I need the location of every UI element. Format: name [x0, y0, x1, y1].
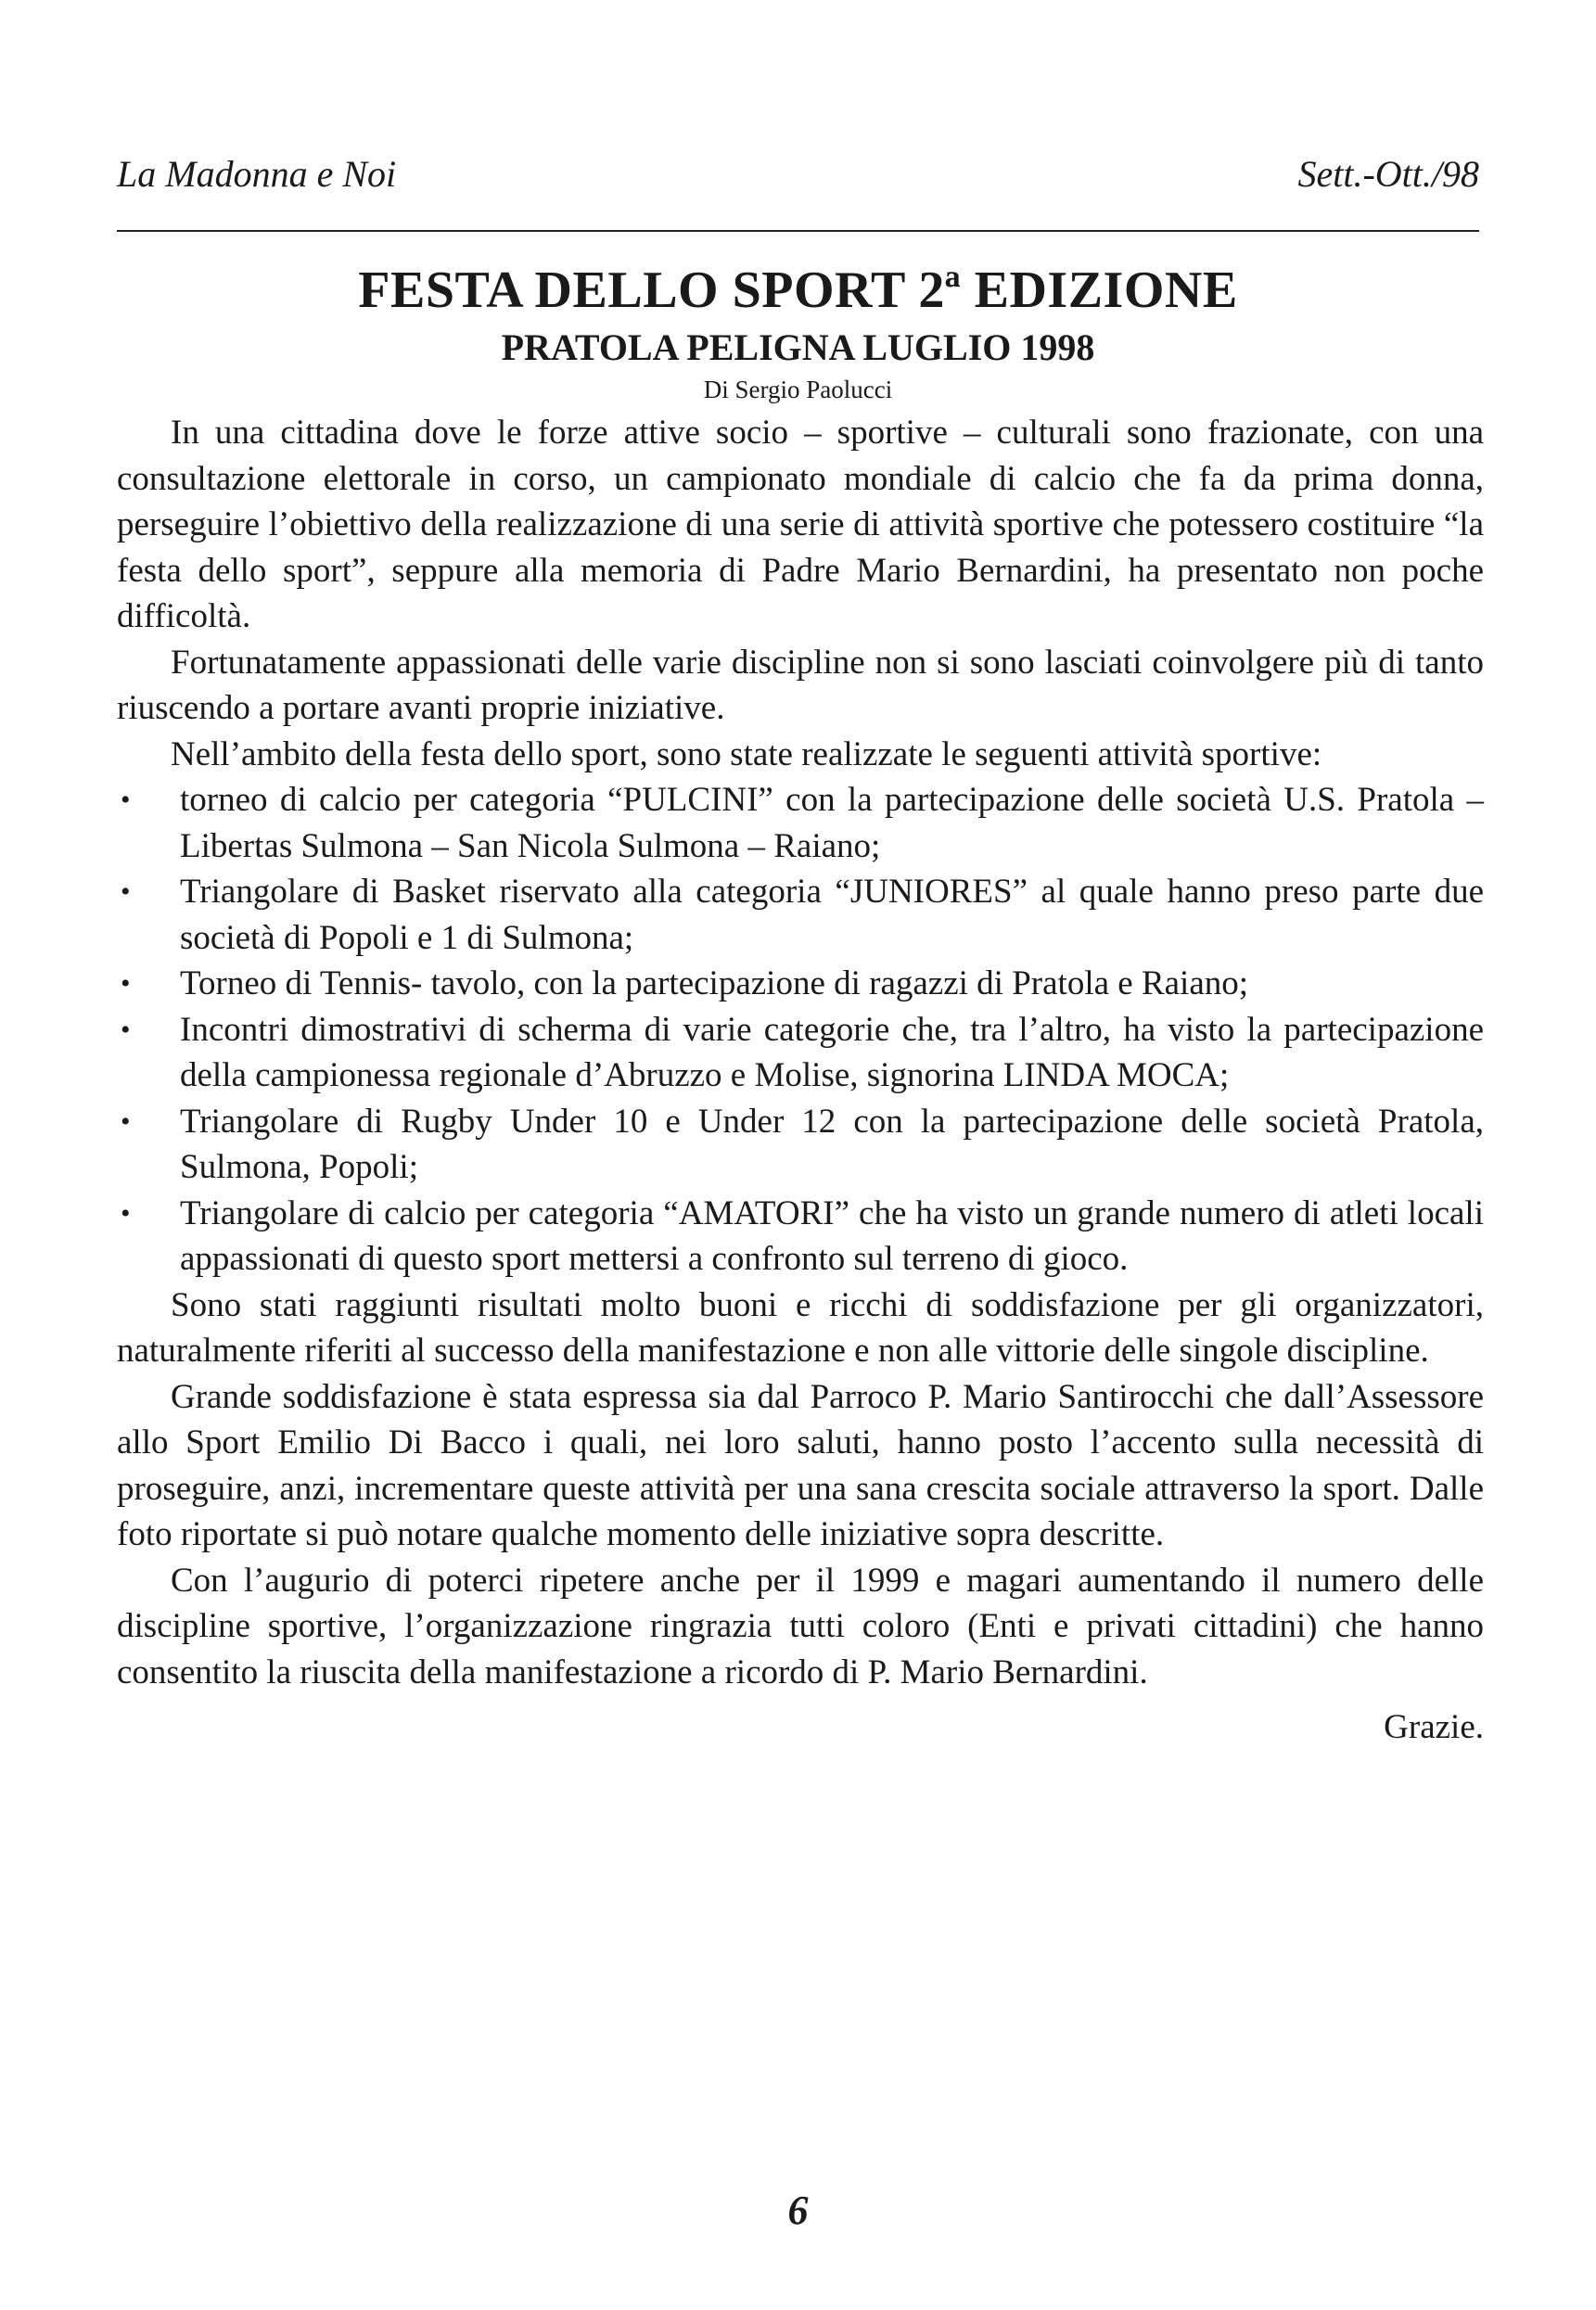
- header-divider: [117, 230, 1479, 232]
- article-body: [117, 410, 1484, 1751]
- paragraph: In una cittadina dove le forze attive socio – sportive – culturali sono frazionate, con una consultazione elettorale in corso, un campionato mondiale di calcio che fa da prima donna, perseguire l’obiettivo della realizzazione di una serie di attività sportive che potessero costituire “la festa dello sport”, seppure alla memoria di Padre Mario Bernardini, ha presentato non poche difficoltà.: [117, 414, 1484, 635]
- list-item: [117, 961, 1484, 1007]
- list-item: [117, 1007, 1484, 1099]
- article-subtitle: PRATOLA PELIGNA LUGLIO 1998: [501, 326, 1095, 368]
- paragraph: Sono stati raggiunti risultati molto buoni e ricchi di soddisfazione per gli organizzatori, naturalmente riferiti al successo della manifestazione e non alle vittorie delle singole discipline.: [117, 1285, 1484, 1370]
- closing-signoff: Grazie.: [1384, 1708, 1484, 1746]
- bullet-icon: •: [121, 968, 131, 999]
- activities-list: [117, 777, 1484, 1283]
- list-item-text: Triangolare di calcio per categoria “AMATORI” che ha visto un grande numero di atleti locali appassionati di questo sport mettersi a confronto sul terreno di gioco.: [180, 1193, 1484, 1278]
- paragraph: Fortunatamente appassionati delle varie discipline non si sono lasciati coinvolgere più di tanto riuscendo a portare avanti proprie iniziative.: [117, 643, 1484, 727]
- bullet-icon: •: [121, 876, 131, 907]
- list-item: [117, 869, 1484, 961]
- paragraph: Grande soddisfazione è stata espressa sia dal Parroco P. Mario Santirocchi che dall’Assessore allo Sport Emilio Di Bacco i quali, nei loro saluti, hanno posto l’accento sulla necessità di proseguire, anzi, incrementare queste attività per una sana crescita sociale attraverso la sport. Dalle foto riportate si può notare qualche momento delle iniziative sopra descritte.: [117, 1377, 1484, 1553]
- paragraph: Con l’augurio di poterci ripetere anche per il 1999 e magari aumentando il numero delle discipline sportive, l’organizzazione ringrazia tutti coloro (Enti e privati cittadini) che hanno consentito la riuscita della manifestazione a ricordo di P. Mario Bernardini.: [117, 1561, 1484, 1691]
- bullet-icon: •: [121, 1197, 131, 1229]
- list-item-text: Triangolare di Basket riservato alla categoria “JUNIORES” al quale hanno preso parte due società di Popoli e 1 di Sulmona;: [180, 873, 1484, 957]
- bullet-icon: •: [121, 785, 131, 815]
- list-item: [117, 777, 1484, 869]
- running-header: [117, 147, 1479, 202]
- list-item-text: torneo di calcio per categoria “PULCINI” con la partecipazione delle società U.S. Pratola – Libertas Sulmona – San Nicola Sulmona – Raiano;: [180, 781, 1484, 865]
- list-item-text: Incontri dimostrativi di scherma di varie categorie che, tra l’altro, ha visto la partecipazione della campionessa regionale d’Abruzzo e Molise, signorina LINDA MOCA;: [180, 1010, 1484, 1094]
- list-item: [117, 1099, 1484, 1191]
- bullet-icon: •: [121, 1105, 131, 1137]
- bullet-icon: •: [121, 1014, 131, 1045]
- list-item-text: Triangolare di Rugby Under 10 e Under 12 con la partecipazione delle società Pratola, Sulmona, Popoli;: [180, 1102, 1484, 1186]
- list-item-text: Torneo di Tennis- tavolo, con la partecipazione di ragazzi di Pratola e Raiano;: [180, 964, 1249, 1002]
- paragraph: Nell’ambito della festa dello sport, sono state realizzate le seguenti attività sportive:: [171, 734, 1322, 773]
- issue-date: Sett.-Ott./98: [1297, 153, 1479, 195]
- page-number: 6: [787, 2188, 809, 2233]
- publication-name: La Madonna e Noi: [117, 153, 397, 195]
- list-item: [117, 1191, 1484, 1283]
- article-title: FESTA DELLO SPORT 2ª EDIZIONE: [358, 262, 1238, 319]
- article-byline: Di Sergio Paolucci: [703, 376, 893, 403]
